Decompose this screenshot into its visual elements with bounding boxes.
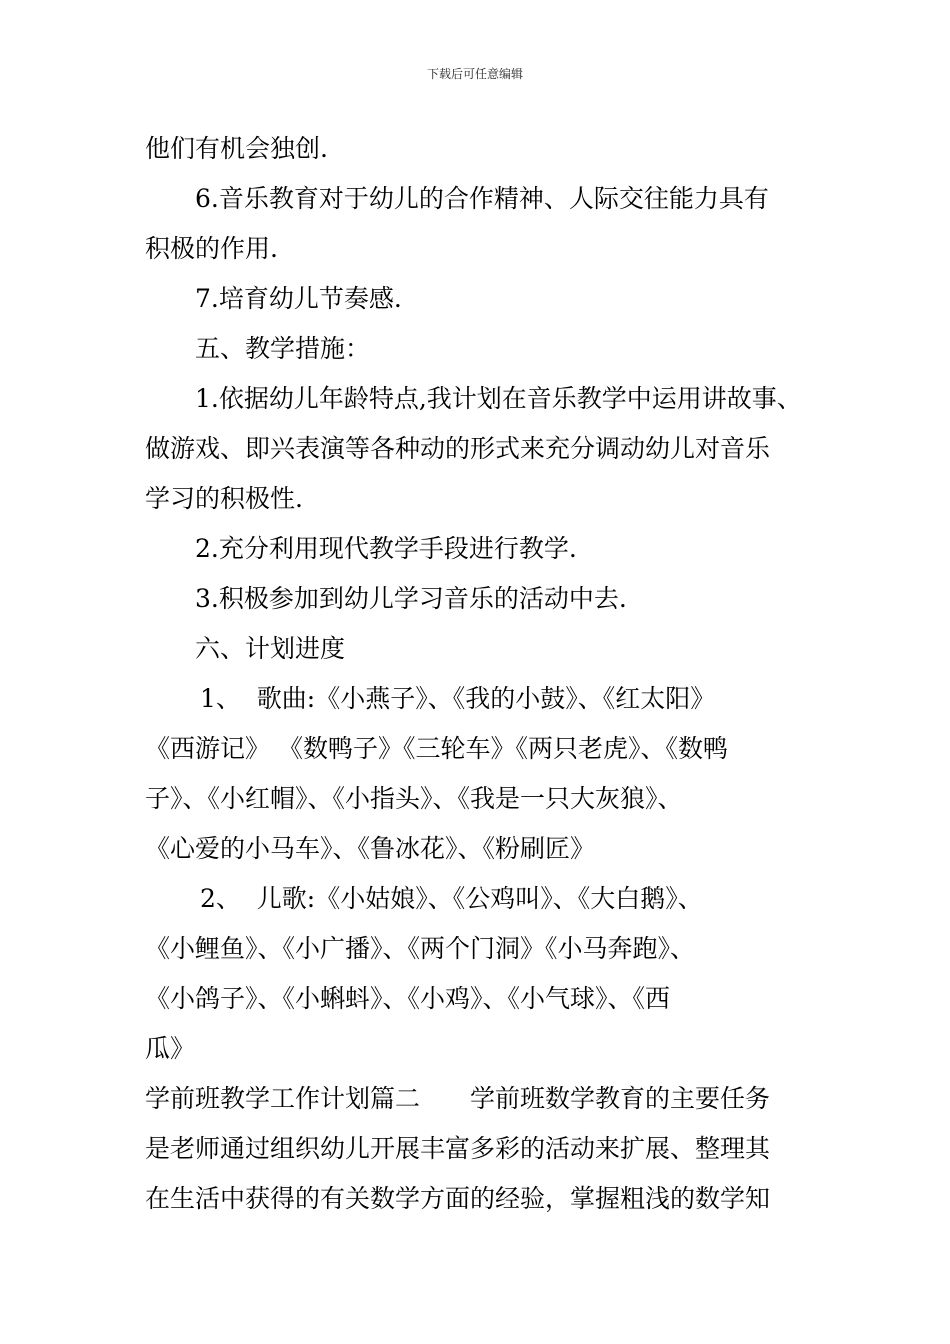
text-line: 《心爱的小马车》、《鲁冰花》、《粉刷匠》	[145, 834, 596, 863]
text-line: 1、 歌曲:《小燕子》、《我的小鼓》、《红太阳》	[200, 684, 716, 713]
document-body	[145, 124, 815, 1224]
text-line: 3.积极参加到幼儿学习音乐的活动中去.	[195, 584, 627, 613]
text-line: 7.培育幼儿节奏感.	[195, 284, 402, 313]
text-line: 1.依据幼儿年龄特点,我计划在音乐教学中运用讲故事、	[195, 384, 802, 413]
text-line: 学习的积极性.	[145, 484, 303, 513]
section-heading: 六、计划进度	[195, 634, 346, 663]
text-line: 《小鲤鱼》、《小广播》、《两个门洞》《小马奔跑》、	[145, 934, 696, 963]
page-header: 下载后可任意编辑	[426, 67, 523, 81]
text-line: 做游戏、即兴表演等各种动的形式来充分调动幼儿对音乐	[145, 434, 771, 463]
text-line: 《西游记》 《数鸭子》《三轮车》《两只老虎》、《数鸭	[145, 734, 728, 763]
text-line: 积极的作用.	[145, 234, 278, 263]
text-line: 2、 儿歌:《小姑娘》、《公鸡叫》、《大白鹅》、	[200, 884, 703, 913]
text-line: 子》、《小红帽》、《小指头》、《我是一只大灰狼》、	[145, 784, 683, 813]
text-line: 学前班教学工作计划篇二 学前班数学教育的主要任务	[145, 1084, 771, 1113]
text-line: 是老师通过组织幼儿开展丰富多彩的活动来扩展、整理其	[145, 1134, 771, 1163]
text-line: 在生活中获得的有关数学方面的经验，掌握粗浅的数学知	[145, 1184, 771, 1213]
text-line: 瓜》	[145, 1034, 196, 1063]
text-line: 6.音乐教育对于幼儿的合作精神、人际交往能力具有	[195, 184, 769, 213]
text-line: 《小鸽子》、《小蝌蚪》、《小鸡》、《小气球》、《西	[145, 984, 671, 1013]
text-line: 他们有机会独创.	[145, 134, 328, 163]
text-line: 2.充分利用现代教学手段进行教学.	[195, 534, 577, 563]
section-heading: 五、教学措施：	[195, 334, 371, 363]
